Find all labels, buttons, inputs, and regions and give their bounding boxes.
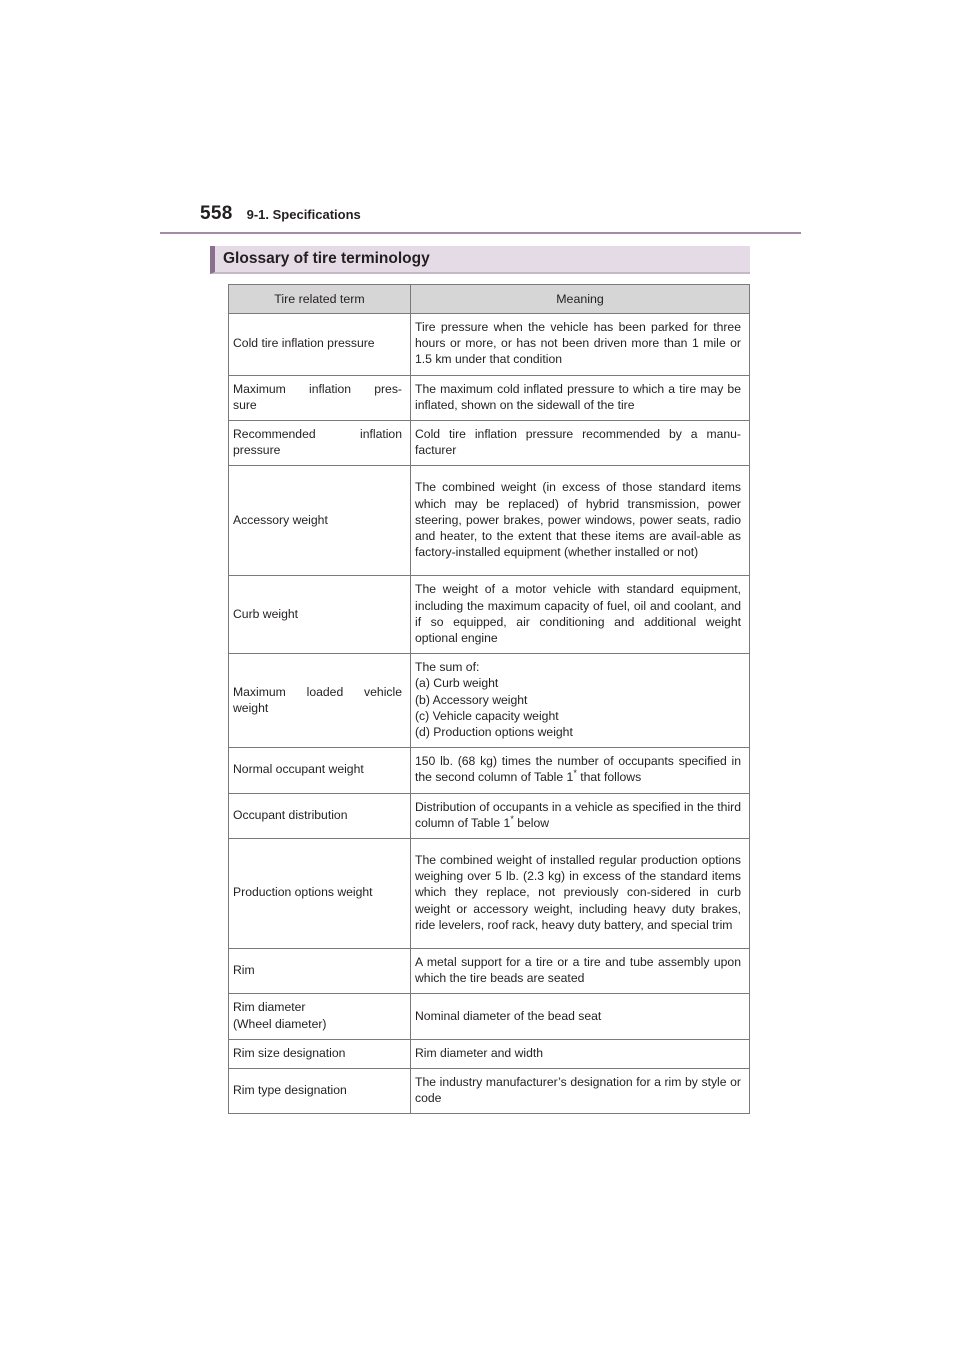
term-text: weight (233, 700, 269, 715)
meaning-cell: Tire pressure when the vehicle has been parked for three hours or more, or has not been driven more than 1 mile or 1.5 km under that condition (411, 314, 750, 376)
table-row (229, 1069, 750, 1114)
meaning-cell: A metal support for a tire or a tire and tube assembly upon which the tire beads are seated (411, 949, 750, 994)
term-cell (229, 994, 411, 1039)
term-text: Occupant distribution (233, 807, 348, 822)
term-cell (229, 421, 411, 466)
table-row (229, 839, 750, 949)
term-cell (229, 1069, 411, 1114)
term-text: sure (233, 397, 257, 412)
term-cell (229, 1039, 411, 1068)
meaning-line: (d) Production options weight (415, 725, 573, 740)
footnote-asterisk: * (573, 768, 577, 779)
term-text: pressure (233, 443, 281, 458)
term-text: Accessory weight (233, 512, 328, 527)
meaning-cell: Rim diameter and width (411, 1039, 750, 1068)
meaning-cell (411, 654, 750, 748)
column-header-term: Tire related term (229, 285, 411, 314)
term-text: Rim (233, 963, 255, 978)
meaning-cell: The combined weight of installed regular production options weighing over 5 lb. (2.3 kg) in excess of the standard items which they replace, not previously con-sidered in curb weight or accessory weight, including heavy duty brakes, ride levelers, roof rack, heavy duty battery, and special trim (411, 839, 750, 949)
table-row (229, 466, 750, 576)
meaning-line: The sum of: (415, 660, 480, 675)
column-header-meaning: Meaning (411, 285, 750, 314)
term-cell (229, 576, 411, 654)
table-header-row (229, 285, 750, 314)
term-text: (Wheel diameter) (233, 1016, 327, 1031)
meaning-cell: Nominal diameter of the bead seat (411, 994, 750, 1039)
table-row (229, 949, 750, 994)
meaning-cell: The combined weight (in excess of those standard items which may be replaced) of hybrid transmission, power steering, power brakes, power windows, power seats, radio and heater, to the extent that these items are avail-able as factory-installed equipment (whether installed or not) (411, 466, 750, 576)
term-text: Production options weight (233, 885, 373, 900)
term-text: Rim diameter (233, 1000, 306, 1015)
term-text: Rim type designation (233, 1083, 347, 1098)
meaning-text-tail: that follows (576, 770, 642, 785)
meaning-line: (c) Vehicle capacity weight (415, 708, 559, 723)
meaning-text: 150 lb. (68 kg) times the number of occupants specified in the second column of Table 1 (415, 754, 741, 785)
term-text: Curb weight (233, 606, 299, 621)
term-text: Recommended inflation (233, 427, 402, 442)
section-title-bar (210, 246, 750, 274)
term-text: Rim size designation (233, 1045, 346, 1060)
table-row (229, 654, 750, 748)
term-text: Normal occupant weight (233, 762, 364, 777)
chapter-section-name: 9-1. Specifications (246, 207, 361, 222)
term-text: Maximum loaded vehicle (233, 684, 402, 699)
table-row (229, 1039, 750, 1068)
table-row (229, 793, 750, 838)
term-cell (229, 654, 411, 748)
page-header (200, 203, 361, 233)
meaning-cell: Cold tire inflation pressure recommended by a manu-facturer (411, 421, 750, 466)
table-row (229, 576, 750, 654)
term-cell (229, 314, 411, 376)
term-cell (229, 839, 411, 949)
table-row (229, 748, 750, 793)
term-text: Maximum inflation pres- (233, 381, 402, 396)
meaning-text: Distribution of occupants in a vehicle as specified in the third column of Table 1 (415, 799, 741, 830)
meaning-cell: The industry manufacturer’s designation for a rim by style or code (411, 1069, 750, 1114)
meaning-cell (411, 748, 750, 793)
term-cell (229, 748, 411, 793)
header-rule (160, 232, 801, 234)
meaning-cell (411, 793, 750, 838)
table-row (229, 994, 750, 1039)
section-title: Glossary of tire terminology (223, 250, 430, 267)
term-cell (229, 949, 411, 994)
table-row (229, 375, 750, 420)
footnote-asterisk: * (510, 813, 514, 824)
meaning-line: (b) Accessory weight (415, 692, 528, 707)
table-row (229, 421, 750, 466)
term-cell (229, 375, 411, 420)
tire-terminology-table (228, 284, 750, 1114)
meaning-line: (a) Curb weight (415, 676, 499, 691)
meaning-cell: The weight of a motor vehicle with standard equipment, including the maximum capacity of fuel, oil and coolant, and if so equipped, air conditioning and additional weight optional engine (411, 576, 750, 654)
meaning-text-tail: below (513, 815, 550, 830)
term-text: Cold tire inflation pressure (233, 336, 375, 351)
term-cell (229, 793, 411, 838)
meaning-cell: The maximum cold inflated pressure to which a tire may be inflated, shown on the sidewall of the tire (411, 375, 750, 420)
page-number: 558 (200, 203, 233, 224)
term-cell (229, 466, 411, 576)
table-row (229, 314, 750, 376)
